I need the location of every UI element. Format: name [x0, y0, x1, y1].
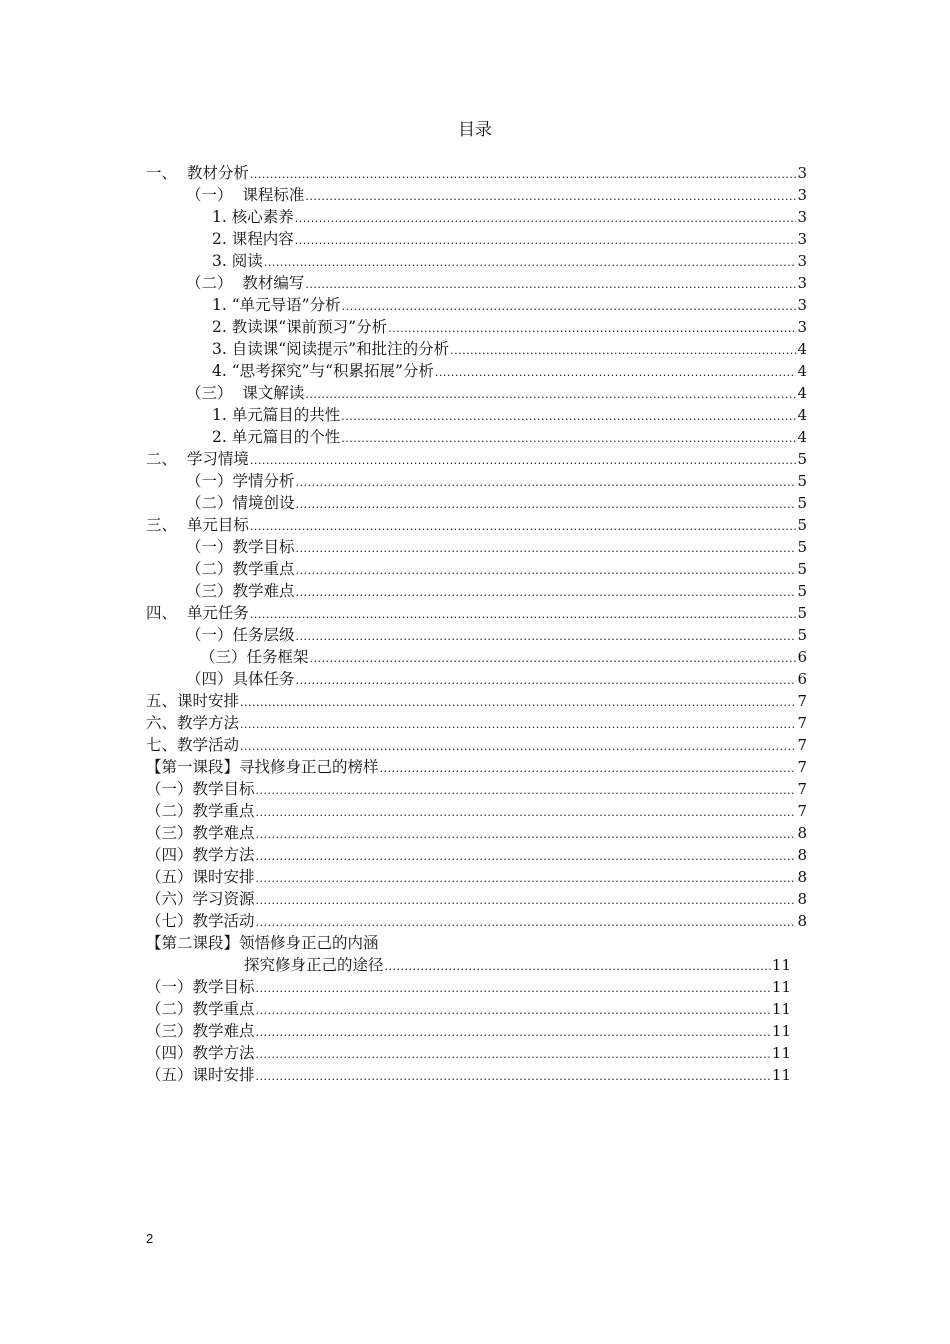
toc-leader-dots	[256, 802, 797, 824]
toc-leader-dots	[296, 582, 797, 604]
toc-entry-label: 2. 单元篇目的个性	[212, 428, 341, 446]
toc-leader-dots	[256, 1044, 771, 1066]
toc-entry-label: 3. 阅读	[212, 252, 263, 270]
toc-entry-page: 11	[771, 1066, 791, 1084]
toc-leader-dots	[296, 560, 797, 582]
toc-entry[interactable]	[146, 404, 807, 426]
toc-entry-page: 3	[797, 208, 807, 226]
toc-leader-dots	[240, 736, 796, 758]
toc-entry-label: （四）教学方法	[146, 846, 255, 864]
toc-entry[interactable]	[146, 888, 807, 910]
toc-leader-dots	[310, 648, 797, 670]
toc-leader-dots	[256, 1022, 771, 1044]
toc-leader-dots	[305, 186, 796, 208]
toc-entry-page: 3	[797, 164, 807, 182]
toc-entry-label: 2. 课程内容	[212, 230, 294, 248]
toc-leader-dots	[256, 868, 797, 890]
toc-entry-label: （三）教学难点	[146, 824, 255, 842]
toc-leader-dots	[380, 758, 797, 780]
toc-entry-page: 11	[771, 1000, 791, 1018]
toc-entry-label: （二）教学重点	[146, 1000, 255, 1018]
toc-leader-dots	[341, 428, 796, 450]
toc-leader-dots	[256, 1066, 771, 1088]
toc-entry-page: 3	[797, 252, 807, 270]
toc-leader-dots	[256, 1000, 771, 1022]
toc-leader-dots	[450, 340, 796, 362]
toc-entry-label: 1. 单元篇目的共性	[212, 406, 341, 424]
toc-entry-label: （一）教学目标	[146, 978, 255, 996]
toc-entry[interactable]	[146, 206, 807, 228]
toc-entry[interactable]	[146, 734, 807, 756]
toc-entry-label: 【第二课段】领悟修身正己的内涵	[146, 934, 379, 952]
toc-entry-page: 7	[797, 802, 807, 820]
toc-entry-page: 8	[797, 868, 807, 886]
toc-entry-label: 3. 自读课“阅读提示”和批注的分析	[212, 340, 450, 358]
toc-entry-page: 3	[797, 296, 807, 314]
toc-entry[interactable]	[146, 1042, 807, 1064]
toc-leader-dots	[435, 362, 797, 384]
toc-entry[interactable]	[146, 976, 807, 998]
toc-entry-page: 5	[797, 604, 807, 622]
toc-entry-label: （三）教学难点	[186, 582, 295, 600]
toc-entry-page: 11	[771, 978, 791, 996]
toc-leader-dots	[296, 670, 797, 692]
toc-leader-dots	[295, 208, 797, 230]
toc-entry-page: 4	[797, 340, 807, 358]
toc-entry-page: 5	[797, 450, 807, 468]
toc-entry[interactable]	[146, 426, 807, 448]
toc-entry-page: 7	[797, 736, 807, 754]
toc-entry-page: 4	[797, 406, 807, 424]
toc-entry-label: （三） 课文解读	[186, 384, 305, 402]
toc-entry[interactable]	[146, 932, 807, 954]
toc-entry[interactable]	[146, 646, 807, 668]
toc-entry-label: （六）学习资源	[146, 890, 255, 908]
toc-entry[interactable]	[146, 228, 807, 250]
toc-entry-page: 5	[797, 516, 807, 534]
toc-entry[interactable]	[146, 184, 807, 206]
toc-leader-dots	[342, 296, 797, 318]
toc-entry[interactable]	[146, 756, 807, 778]
page-number: 2	[146, 1231, 154, 1246]
toc-entry-page: 4	[797, 362, 807, 380]
toc-entry-label: 2. 教读课“课前预习”分析	[212, 318, 388, 336]
toc-leader-dots	[256, 890, 797, 912]
toc-entry-page: 7	[797, 714, 807, 732]
toc-entry[interactable]	[146, 910, 807, 932]
toc-leader-dots	[256, 846, 797, 868]
toc-entry-page: 5	[797, 538, 807, 556]
toc-entry[interactable]	[146, 294, 807, 316]
toc-entry[interactable]	[146, 382, 807, 404]
toc-leader-dots	[250, 516, 797, 538]
toc-entry-label: （五）课时安排	[146, 868, 255, 886]
toc-entry-page: 3	[797, 186, 807, 204]
toc-entry-label: （四）教学方法	[146, 1044, 255, 1062]
toc-entry-label: 4. “思考探究”与“积累拓展”分析	[212, 362, 434, 380]
toc-entry[interactable]	[146, 162, 807, 184]
toc-entry[interactable]	[146, 866, 807, 888]
toc-entry[interactable]	[146, 558, 807, 580]
toc-leader-dots	[240, 692, 796, 714]
toc-entry[interactable]	[146, 778, 807, 800]
toc-entry-label: （一）教学目标	[186, 538, 295, 556]
toc-entry-label: 六、教学方法	[146, 714, 240, 732]
toc-leader-dots	[250, 164, 797, 186]
toc-leader-dots	[256, 780, 797, 802]
toc-leader-dots	[388, 318, 796, 340]
toc-leader-dots	[296, 538, 797, 560]
toc-entry-page: 11	[771, 1044, 791, 1062]
toc-entry-page: 7	[797, 692, 807, 710]
toc-leader-dots	[296, 626, 797, 648]
toc-entry-page: 3	[797, 318, 807, 336]
toc-entry-label: （三）任务框架	[200, 648, 309, 666]
toc-entry[interactable]	[146, 514, 807, 536]
toc-entry-page: 5	[797, 560, 807, 578]
toc-leader-dots	[296, 494, 797, 516]
toc-entry-page: 7	[797, 758, 807, 776]
toc-entry-label: （一）任务层级	[186, 626, 295, 644]
toc-entry-page: 8	[797, 824, 807, 842]
toc-entry[interactable]	[146, 316, 807, 338]
toc-entry[interactable]	[146, 536, 807, 558]
toc-entry[interactable]	[146, 492, 807, 514]
toc-entry-label: 1. “单元导语”分析	[212, 296, 341, 314]
toc-entry[interactable]	[146, 360, 807, 382]
toc-entry-label: 探究修身正己的途径	[244, 956, 384, 974]
toc-entry-page: 3	[797, 274, 807, 292]
toc-entry-label: 五、课时安排	[146, 692, 240, 710]
toc-entry[interactable]	[146, 712, 807, 734]
toc-entry-page: 8	[797, 890, 807, 908]
toc-entry-page: 4	[797, 428, 807, 446]
toc-leader-dots	[264, 252, 797, 274]
toc-entry-label: 1. 核心素养	[212, 208, 294, 226]
toc-entry-label: 【第一课段】寻找修身正己的榜样	[146, 758, 379, 776]
toc-leader-dots	[250, 450, 797, 472]
toc-entry[interactable]	[146, 338, 807, 360]
toc-entry-label: 四、 单元任务	[146, 604, 249, 622]
toc-entry-label: （二）教学重点	[146, 802, 255, 820]
toc-entry-page: 11	[771, 956, 791, 974]
toc-entry[interactable]	[146, 470, 807, 492]
toc-leader-dots	[305, 384, 796, 406]
toc-entry-page: 3	[797, 230, 807, 248]
toc-entry[interactable]	[146, 668, 807, 690]
toc-entry-label: （一）教学目标	[146, 780, 255, 798]
toc-entry-page: 6	[797, 648, 807, 666]
toc-entry[interactable]	[146, 1020, 807, 1042]
toc-leader-dots	[385, 956, 771, 978]
toc-entry-page: 11	[771, 1022, 791, 1040]
toc-leader-dots	[250, 604, 797, 626]
toc-entry-label: 二、 学习情境	[146, 450, 249, 468]
toc-entry[interactable]	[146, 1064, 807, 1086]
toc-entry[interactable]	[146, 580, 807, 602]
toc-entry[interactable]	[146, 998, 807, 1020]
toc-entry-page: 5	[797, 472, 807, 490]
toc-entry[interactable]	[146, 448, 807, 470]
toc-leader-dots	[305, 274, 796, 296]
toc-entry[interactable]	[146, 822, 807, 844]
toc-leader-dots	[256, 824, 797, 846]
toc-title: 目录	[458, 120, 492, 140]
toc-entry-page: 4	[797, 384, 807, 402]
toc-leader-dots	[240, 714, 796, 736]
toc-entry[interactable]	[146, 800, 807, 822]
toc-entry-label: （二）情境创设	[186, 494, 295, 512]
toc-leader-dots	[295, 230, 797, 252]
toc-entry-label: （五）课时安排	[146, 1066, 255, 1084]
toc-entry-label: 一、 教材分析	[146, 164, 249, 182]
toc-entry-label: 七、教学活动	[146, 736, 240, 754]
toc-entry-label: （七）教学活动	[146, 912, 255, 930]
toc-entry[interactable]	[146, 844, 807, 866]
toc-entry-label: （四）具体任务	[186, 670, 295, 688]
toc-entry[interactable]	[146, 602, 807, 624]
toc-entry[interactable]	[146, 954, 807, 976]
toc-entry-label: （二） 教材编写	[186, 274, 305, 292]
toc-entry-label: （二）教学重点	[186, 560, 295, 578]
toc-entry[interactable]	[146, 250, 807, 272]
toc-entry[interactable]	[146, 690, 807, 712]
toc-entry-page: 6	[797, 670, 807, 688]
toc-entry-label: （一）学情分析	[186, 472, 295, 490]
toc-entry-page: 8	[797, 912, 807, 930]
toc-entry-page: 7	[797, 780, 807, 798]
toc-entry-page: 5	[797, 626, 807, 644]
toc-entry-label: 三、 单元目标	[146, 516, 249, 534]
toc-leader-dots	[341, 406, 796, 428]
table-of-contents	[146, 162, 807, 1086]
toc-leader-dots	[256, 978, 771, 1000]
toc-leader-dots	[256, 912, 797, 934]
toc-entry[interactable]	[146, 624, 807, 646]
toc-entry[interactable]	[146, 272, 807, 294]
toc-entry-label: （三）教学难点	[146, 1022, 255, 1040]
toc-leader-dots	[296, 472, 797, 494]
toc-entry-page: 8	[797, 846, 807, 864]
toc-entry-page: 5	[797, 494, 807, 512]
toc-entry-label: （一） 课程标准	[186, 186, 305, 204]
toc-entry-page: 5	[797, 582, 807, 600]
